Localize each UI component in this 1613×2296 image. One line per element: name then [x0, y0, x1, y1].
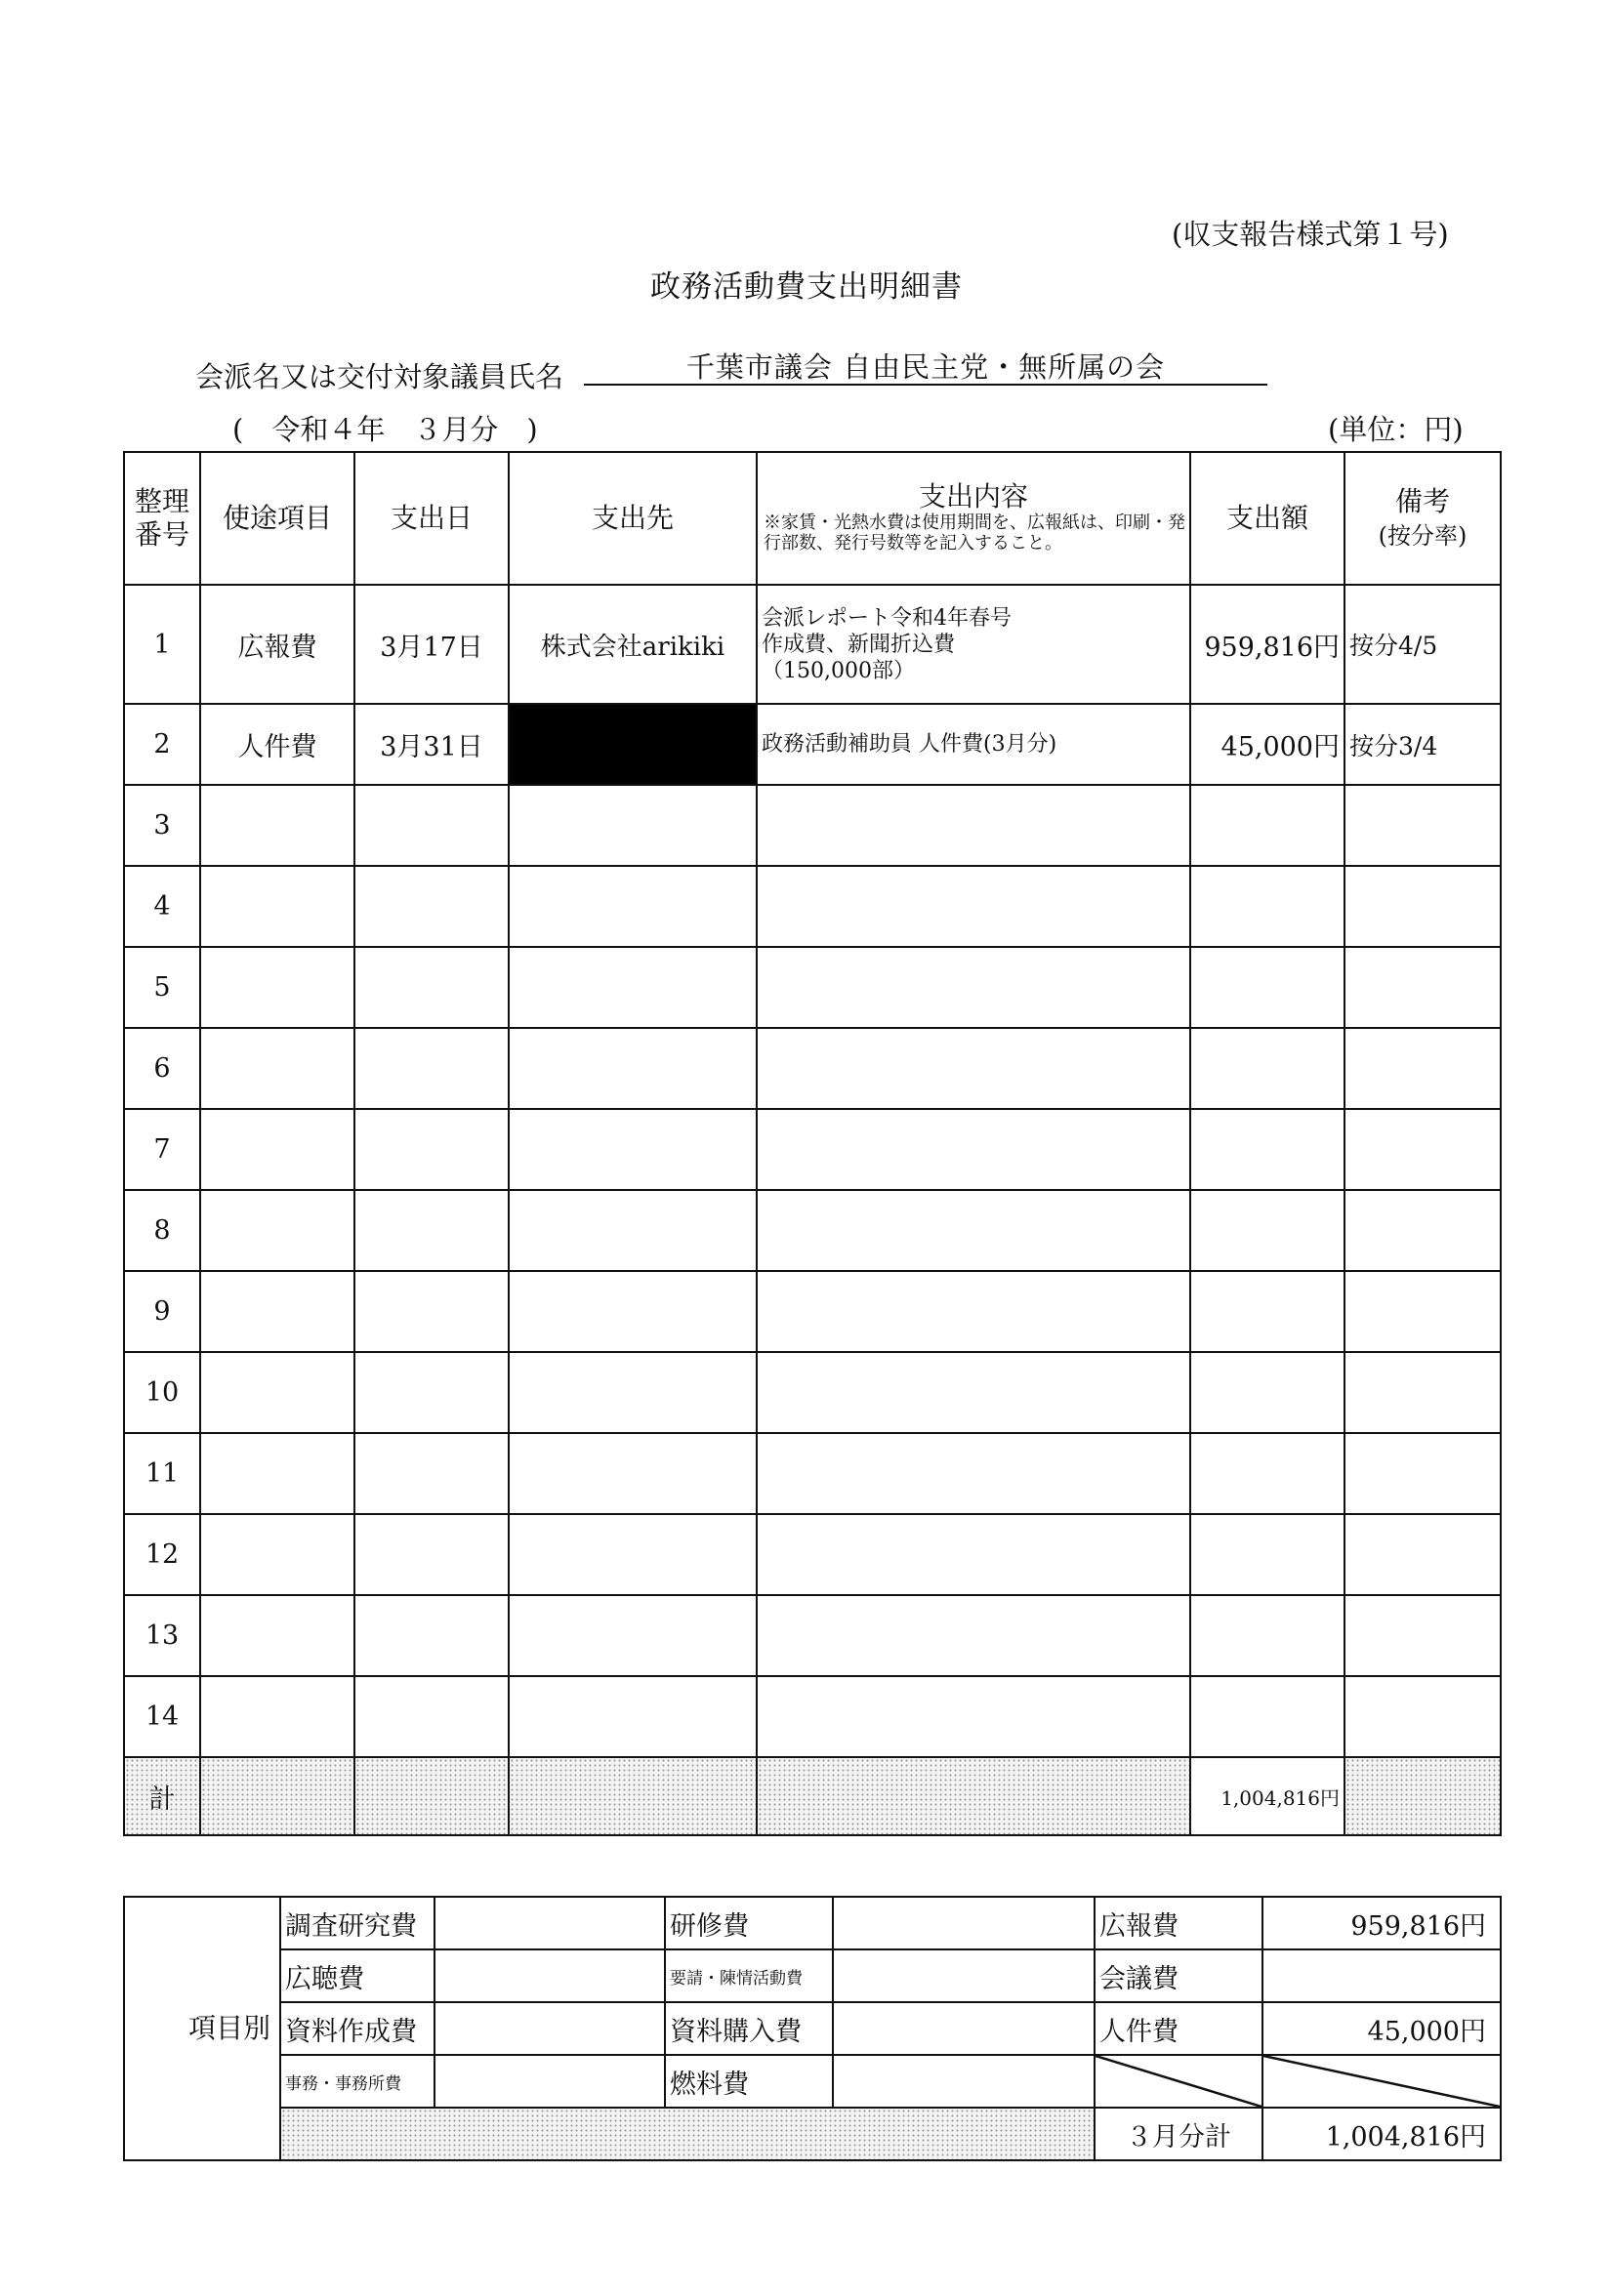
empty-cell [1190, 947, 1344, 1028]
empty-cell [200, 1028, 354, 1109]
crossed-out-cell [1262, 2055, 1501, 2108]
empty-cell [757, 1514, 1190, 1595]
empty-cell [200, 947, 354, 1028]
summary-row [124, 1949, 1501, 2002]
empty-cell [757, 1352, 1190, 1433]
total-label: 計 [124, 1757, 200, 1835]
table-row [124, 1352, 1501, 1433]
empty-cell [200, 1433, 354, 1514]
table-row [124, 1109, 1501, 1190]
item-training: 研修費 [665, 1897, 833, 1949]
row-number: 3 [124, 785, 200, 866]
item-survey: 調査研究費 [280, 1897, 434, 1949]
empty-cell [200, 1352, 354, 1433]
row-date: 3月31日 [354, 704, 509, 785]
empty-cell [509, 1109, 757, 1190]
row-number: 6 [124, 1028, 200, 1109]
summary-row [124, 1897, 1501, 1949]
table-row [124, 585, 1501, 704]
header-number: 整理番号 [124, 452, 200, 585]
empty-cell [1190, 866, 1344, 947]
total-amount: 1,004,816円 [1190, 1757, 1344, 1835]
category-summary-table [123, 1896, 1502, 2161]
item-fuel: 燃料費 [665, 2055, 833, 2108]
empty-cell [1190, 1109, 1344, 1190]
empty-cell [757, 1190, 1190, 1271]
item-meeting-amount [1262, 1949, 1501, 2002]
empty-cell [1190, 1595, 1344, 1676]
crossed-out-cell [1095, 2055, 1262, 2108]
empty-cell [200, 866, 354, 947]
shaded-cell [200, 1757, 354, 1835]
expenditure-table [123, 451, 1502, 1836]
header-date: 支出日 [354, 452, 509, 585]
empty-cell [200, 1595, 354, 1676]
row-number: 4 [124, 866, 200, 947]
row-contents: 政務活動補助員 人件費(3月分) [757, 704, 1190, 785]
empty-cell [757, 866, 1190, 947]
empty-cell [1344, 1676, 1501, 1757]
empty-cell [354, 1028, 509, 1109]
item-personnel: 人件費 [1095, 2002, 1262, 2055]
empty-cell [354, 1190, 509, 1271]
empty-cell [200, 785, 354, 866]
shaded-cell [280, 2108, 1095, 2160]
empty-cell [509, 1514, 757, 1595]
row-number: 1 [124, 585, 200, 704]
table-row [124, 1028, 1501, 1109]
empty-cell [1344, 785, 1501, 866]
table-row [124, 1595, 1501, 1676]
item-documents: 資料作成費 [280, 2002, 434, 2055]
empty-cell [509, 1352, 757, 1433]
row-contents [757, 585, 1190, 704]
faction-label: 会派名又は交付対象議員氏名 [195, 360, 564, 393]
empty-cell [354, 1514, 509, 1595]
summary-row [124, 2108, 1501, 2160]
item-purchase: 資料購入費 [665, 2002, 833, 2055]
category-label: 項目別 [124, 1897, 280, 2160]
empty-cell [1190, 1514, 1344, 1595]
redacted-payee [509, 704, 757, 785]
total-row [124, 1757, 1501, 1835]
row-amount: 959,816円 [1190, 585, 1344, 704]
item-fuel-amount [833, 2055, 1095, 2108]
empty-cell [509, 785, 757, 866]
empty-cell [509, 1433, 757, 1514]
empty-cell [1344, 947, 1501, 1028]
empty-cell [1344, 1109, 1501, 1190]
shaded-cell [1344, 1757, 1501, 1835]
month-total-label: ３月分計 [1095, 2108, 1262, 2160]
table-header-row [124, 452, 1501, 585]
empty-cell [354, 1595, 509, 1676]
empty-cell [509, 1595, 757, 1676]
item-hearing-amount [434, 1949, 665, 2002]
empty-cell [200, 1514, 354, 1595]
empty-cell [1344, 1595, 1501, 1676]
row-number: 12 [124, 1514, 200, 1595]
empty-cell [354, 1271, 509, 1352]
empty-cell [1344, 1271, 1501, 1352]
table-row [124, 1271, 1501, 1352]
row-category: 広報費 [200, 585, 354, 704]
item-office: 事務・事務所費 [280, 2055, 434, 2108]
empty-cell [354, 947, 509, 1028]
row-number: 10 [124, 1352, 200, 1433]
item-training-amount [833, 1897, 1095, 1949]
table-row [124, 866, 1501, 947]
empty-cell [1190, 1676, 1344, 1757]
item-purchase-amount [833, 2002, 1095, 2055]
empty-cell [509, 1676, 757, 1757]
item-petition-amount [833, 1949, 1095, 2002]
header-contents-label: 支出内容 [918, 480, 1028, 512]
header-category: 使途項目 [200, 452, 354, 585]
summary-row [124, 2002, 1501, 2055]
item-pr-amount: 959,816円 [1262, 1897, 1501, 1949]
header-remarks-label: 備考 [1394, 484, 1450, 517]
empty-cell [757, 1433, 1190, 1514]
item-hearing: 広聴費 [280, 1949, 434, 2002]
empty-cell [1344, 1190, 1501, 1271]
header-contents [757, 452, 1190, 585]
shaded-cell [354, 1757, 509, 1835]
empty-cell [200, 1271, 354, 1352]
row-number: 14 [124, 1676, 200, 1757]
row-date: 3月17日 [354, 585, 509, 704]
empty-cell [1190, 1190, 1344, 1271]
header-payee: 支出先 [509, 452, 757, 585]
empty-cell [1344, 1028, 1501, 1109]
summary-row [124, 2055, 1501, 2108]
empty-cell [757, 1271, 1190, 1352]
empty-cell [1190, 1271, 1344, 1352]
empty-cell [509, 1271, 757, 1352]
report-period: ( 令和４年 ３月分 ) [232, 413, 538, 446]
unit-label: (単位：円) [1328, 413, 1464, 446]
empty-cell [757, 1676, 1190, 1757]
empty-cell [1344, 1352, 1501, 1433]
item-documents-amount [434, 2002, 665, 2055]
header-remarks [1344, 452, 1501, 585]
row-number: 5 [124, 947, 200, 1028]
table-row [124, 1190, 1501, 1271]
row-remarks: 按分3/4 [1344, 704, 1501, 785]
empty-cell [200, 1190, 354, 1271]
empty-cell [509, 1028, 757, 1109]
row-payee: 株式会社arikiki [509, 585, 757, 704]
row-number: 13 [124, 1595, 200, 1676]
table-row [124, 1676, 1501, 1757]
empty-cell [757, 1109, 1190, 1190]
empty-cell [1190, 785, 1344, 866]
empty-cell [354, 1676, 509, 1757]
empty-cell [509, 1190, 757, 1271]
empty-cell [757, 947, 1190, 1028]
row-category: 人件費 [200, 704, 354, 785]
table-row [124, 947, 1501, 1028]
row-contents-line: （150,000部） [762, 658, 915, 683]
item-survey-amount [434, 1897, 665, 1949]
empty-cell [509, 947, 757, 1028]
empty-cell [757, 785, 1190, 866]
item-meeting: 会議費 [1095, 1949, 1262, 2002]
table-row [124, 1433, 1501, 1514]
empty-cell [509, 866, 757, 947]
row-remarks: 按分4/5 [1344, 585, 1501, 704]
empty-cell [757, 1028, 1190, 1109]
row-number: 8 [124, 1190, 200, 1271]
empty-cell [1344, 866, 1501, 947]
empty-cell [354, 785, 509, 866]
document-title: 政務活動費支出明細書 [650, 269, 963, 305]
item-personnel-amount: 45,000円 [1262, 2002, 1501, 2055]
header-amount: 支出額 [1190, 452, 1344, 585]
table-row [124, 785, 1501, 866]
empty-cell [354, 1352, 509, 1433]
row-number: 7 [124, 1109, 200, 1190]
header-contents-note: ※家賃・光熱水費は使用期間を、広報紙は、印刷・発行部数、発行号数等を記入すること。 [764, 512, 1185, 554]
empty-cell [200, 1676, 354, 1757]
row-number: 11 [124, 1433, 200, 1514]
table-row [124, 704, 1501, 785]
row-number: 9 [124, 1271, 200, 1352]
shaded-cell [509, 1757, 757, 1835]
empty-cell [354, 866, 509, 947]
item-petition: 要請・陳情活動費 [665, 1949, 833, 2002]
item-pr: 広報費 [1095, 1897, 1262, 1949]
empty-cell [1190, 1028, 1344, 1109]
empty-cell [1344, 1514, 1501, 1595]
row-number: 2 [124, 704, 200, 785]
row-contents-line: 作成費、新聞折込費 [762, 632, 956, 657]
faction-name: 千葉市議会 自由民主党・無所属の会 [685, 350, 1166, 384]
empty-cell [1190, 1352, 1344, 1433]
form-id: (収支報告様式第１号) [1172, 218, 1449, 251]
empty-cell [354, 1109, 509, 1190]
row-amount: 45,000円 [1190, 704, 1344, 785]
empty-cell [354, 1433, 509, 1514]
empty-cell [1344, 1433, 1501, 1514]
empty-cell [200, 1109, 354, 1190]
month-total-amount: 1,004,816円 [1262, 2108, 1501, 2160]
header-remarks-sub: (按分率) [1378, 521, 1468, 550]
shaded-cell [757, 1757, 1190, 1835]
item-office-amount [434, 2055, 665, 2108]
empty-cell [757, 1595, 1190, 1676]
table-row [124, 1514, 1501, 1595]
row-contents-line: 会派レポート令和4年春号 [762, 605, 1012, 631]
empty-cell [1190, 1433, 1344, 1514]
